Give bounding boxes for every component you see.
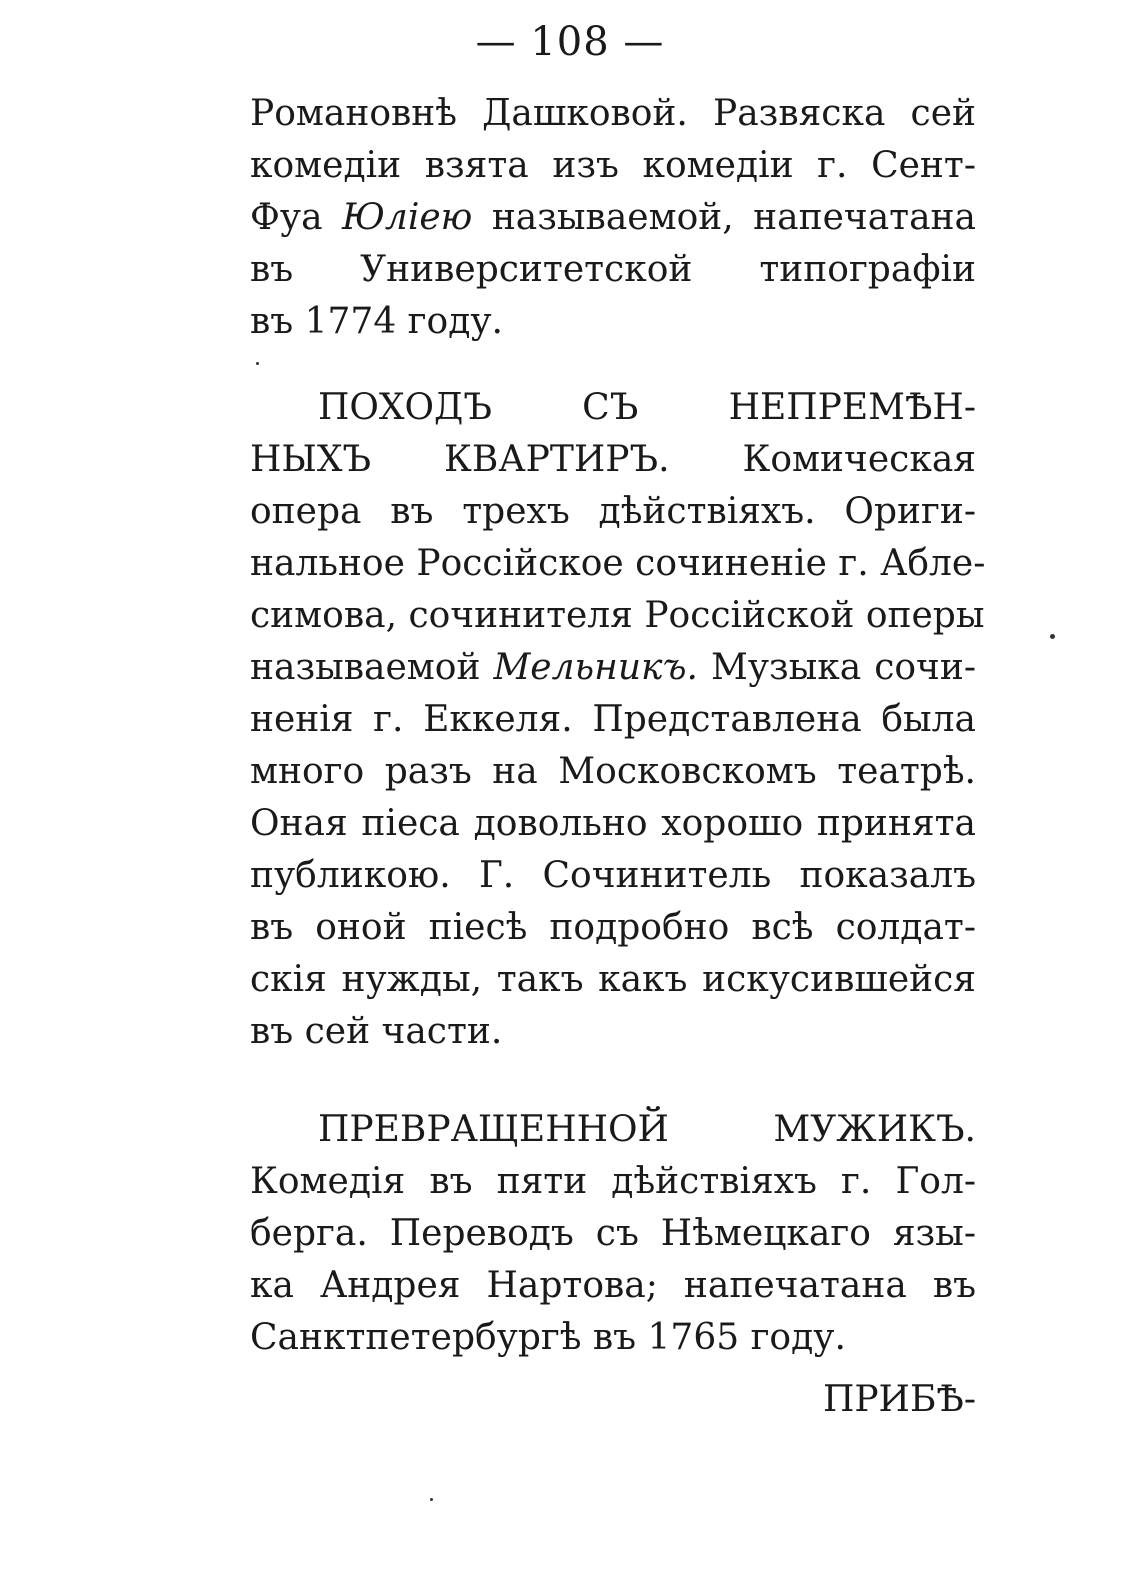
entry-heading: ПРЕВРАЩЕННОЙ МУЖИКЪ. xyxy=(318,1109,976,1150)
text-line: много разъ на Московскомъ театрѣ. xyxy=(250,751,976,792)
text-line: въ оной піесѣ подробно всѣ солдат- xyxy=(250,907,976,948)
italic-title: Юліею xyxy=(341,197,473,238)
text-line: комедіи взята изъ комедіи г. Сент- xyxy=(250,145,976,186)
text-span: Фуа xyxy=(250,197,323,238)
text-line: Оная піеса довольно хорошо принята xyxy=(250,803,976,844)
print-speck xyxy=(430,1498,433,1501)
page-number: — 108 — xyxy=(475,19,665,65)
text-line: нальное Россійское сочиненіе г. Абле- xyxy=(250,543,986,584)
text-line: ненія г. Еккеля. Представлена была xyxy=(250,699,976,740)
text-line: Санктпетербургѣ въ 1765 году. xyxy=(250,1317,846,1358)
text-line: берга. Переводъ съ Нѣмецкаго язы- xyxy=(250,1213,976,1254)
print-speck xyxy=(256,362,259,365)
text-line: публикою. Г. Сочинитель показалъ xyxy=(250,855,976,896)
text-span: Музыка сочи- xyxy=(710,647,977,688)
text-line: НЫХЪ КВАРТИРЪ. Комическая xyxy=(250,439,976,480)
text-line: ка Андрея Нартова; напечатана въ xyxy=(250,1265,976,1306)
text-line: симова, сочинителя Россійской оперы xyxy=(250,595,985,636)
text-span: называемой, напечатана xyxy=(491,197,976,238)
text-line: въ Университетской типографіи xyxy=(250,249,976,290)
text-line: въ 1774 году. xyxy=(250,301,504,342)
text-line xyxy=(250,642,976,694)
catchword: ПРИБѢ- xyxy=(822,1379,976,1420)
text-line: Романовнѣ Дашковой. Развяска сей xyxy=(250,93,976,134)
text-line: Комедія въ пяти дѣйствіяхъ г. Гол- xyxy=(250,1161,976,1202)
text-line: скія нужды, такъ какъ искусившейся xyxy=(250,959,976,1000)
text-span: называемой xyxy=(250,647,481,688)
print-speck xyxy=(1050,634,1055,639)
italic-title: Мельникъ. xyxy=(493,647,698,688)
text-line xyxy=(250,192,976,244)
text-line: въ сей части. xyxy=(250,1011,503,1052)
text-line: опера въ трехъ дѣйствіяхъ. Ориги- xyxy=(250,491,976,532)
entry-heading: ПОХОДЪ СЪ НЕПРЕМѢН- xyxy=(318,387,976,428)
